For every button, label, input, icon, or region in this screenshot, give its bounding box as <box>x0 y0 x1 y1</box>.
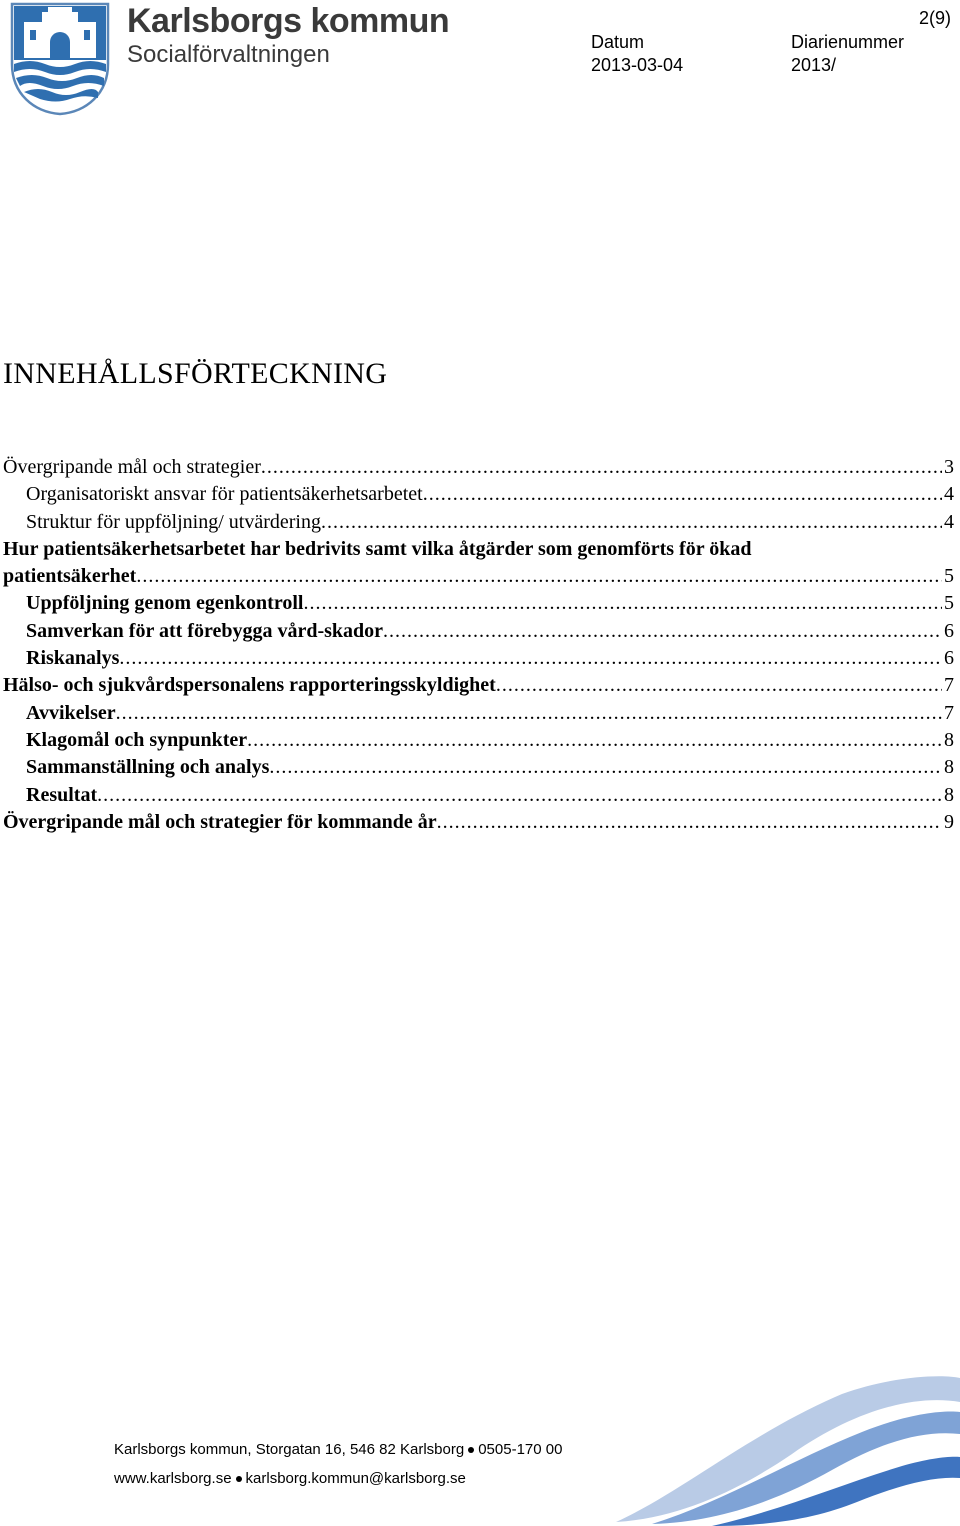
toc-page-number: 7 <box>944 674 954 697</box>
date-label: Datum <box>591 32 645 52</box>
date-value: 2013-03-04 <box>591 55 684 75</box>
toc-leader <box>383 618 942 645</box>
toc-page-number: 4 <box>944 510 954 533</box>
toc-leader <box>97 782 942 809</box>
toc-page-number: 5 <box>944 592 954 615</box>
footer-address: Karlsborgs kommun, Storgatan 16, 546 82 Karlsborg <box>114 1441 465 1458</box>
diary-number-value: 2013/ <box>791 55 837 75</box>
toc-page-number: 4 <box>944 483 954 506</box>
footer-contact-line <box>114 1470 466 1487</box>
footer-email[interactable]: karlsborg.kommun@karlsborg.se <box>245 1470 466 1487</box>
toc-leader <box>437 809 942 836</box>
diary-number-label: Diarienummer <box>791 32 905 52</box>
toc-page-number: 9 <box>944 810 954 833</box>
toc-entry-text: Hälso- och sjukvårdspersonalens rapporteringsskyldighet <box>3 674 496 697</box>
toc-entry[interactable] <box>0 536 954 591</box>
organization-name: Karlsborgs kommun <box>127 2 450 40</box>
toc-entry-text: Klagomål och synpunkter <box>26 728 248 751</box>
toc-entry[interactable] <box>0 509 954 536</box>
bullet-icon <box>468 1447 474 1453</box>
toc-leader <box>247 727 942 754</box>
toc-entry[interactable] <box>0 454 954 481</box>
toc-leader <box>119 645 942 672</box>
toc-page-number: 8 <box>944 756 954 779</box>
toc-entry-text: Hur patientsäkerhetsarbetet har bedrivits samt vilka åtgärder som genomförts för ökad <box>3 537 752 560</box>
toc-entry-text-continued: patientsäkerhet <box>3 565 137 588</box>
toc-entry[interactable] <box>0 727 954 754</box>
footer-phone: 0505-170 00 <box>478 1441 563 1458</box>
toc-entry-text: Övergripande mål och strategier för kommande år <box>3 810 437 833</box>
table-of-contents <box>0 454 954 836</box>
toc-leader <box>136 563 942 590</box>
toc-entry[interactable] <box>0 754 954 781</box>
toc-entry[interactable] <box>0 590 954 617</box>
toc-leader <box>269 754 942 781</box>
toc-page-number: 5 <box>944 565 954 588</box>
toc-entry[interactable] <box>0 782 954 809</box>
toc-entry-text: Riskanalys <box>26 647 120 670</box>
toc-entry[interactable] <box>0 645 954 672</box>
karlsborg-coat-of-arms-logo <box>10 2 110 116</box>
department-name: Socialförvaltningen <box>127 41 330 68</box>
decorative-swoosh-graphic <box>612 1372 960 1526</box>
toc-leader <box>423 481 942 508</box>
toc-page-number: 6 <box>944 647 954 670</box>
toc-leader <box>321 509 942 536</box>
toc-page-number: 7 <box>944 701 954 724</box>
toc-entry[interactable] <box>0 618 954 645</box>
toc-page-number: 3 <box>944 456 954 478</box>
footer-address-line <box>114 1441 562 1458</box>
toc-entry[interactable] <box>0 809 954 836</box>
toc-entry-text: Sammanställning och analys <box>26 756 270 779</box>
toc-entry[interactable] <box>0 481 954 508</box>
toc-page-number: 8 <box>944 728 954 751</box>
toc-entry-text: Samverkan för att förebygga vård-skador <box>26 619 384 642</box>
toc-entry[interactable] <box>0 672 954 699</box>
toc-entry-text: Resultat <box>26 783 98 806</box>
page-number: 2(9) <box>919 8 952 28</box>
toc-entry-text: Organisatoriskt ansvar för patientsäkerhetsarbetet <box>26 483 423 506</box>
toc-leader <box>303 590 942 617</box>
toc-leader <box>496 672 942 699</box>
toc-entry-text: Övergripande mål och strategier <box>3 456 261 478</box>
toc-entry-text: Avvikelser <box>26 701 116 724</box>
toc-leader <box>261 454 942 481</box>
toc-entry[interactable] <box>0 700 954 727</box>
bullet-icon <box>236 1476 242 1482</box>
toc-page-number: 6 <box>944 619 954 642</box>
toc-page-number: 8 <box>944 783 954 806</box>
toc-heading: INNEHÅLLSFÖRTECKNING <box>3 357 388 390</box>
footer-website[interactable]: www.karlsborg.se <box>114 1470 232 1487</box>
toc-entry-text: Uppföljning genom egenkontroll <box>26 592 304 615</box>
toc-leader <box>116 700 942 727</box>
toc-entry-text: Struktur för uppföljning/ utvärdering <box>26 510 321 533</box>
